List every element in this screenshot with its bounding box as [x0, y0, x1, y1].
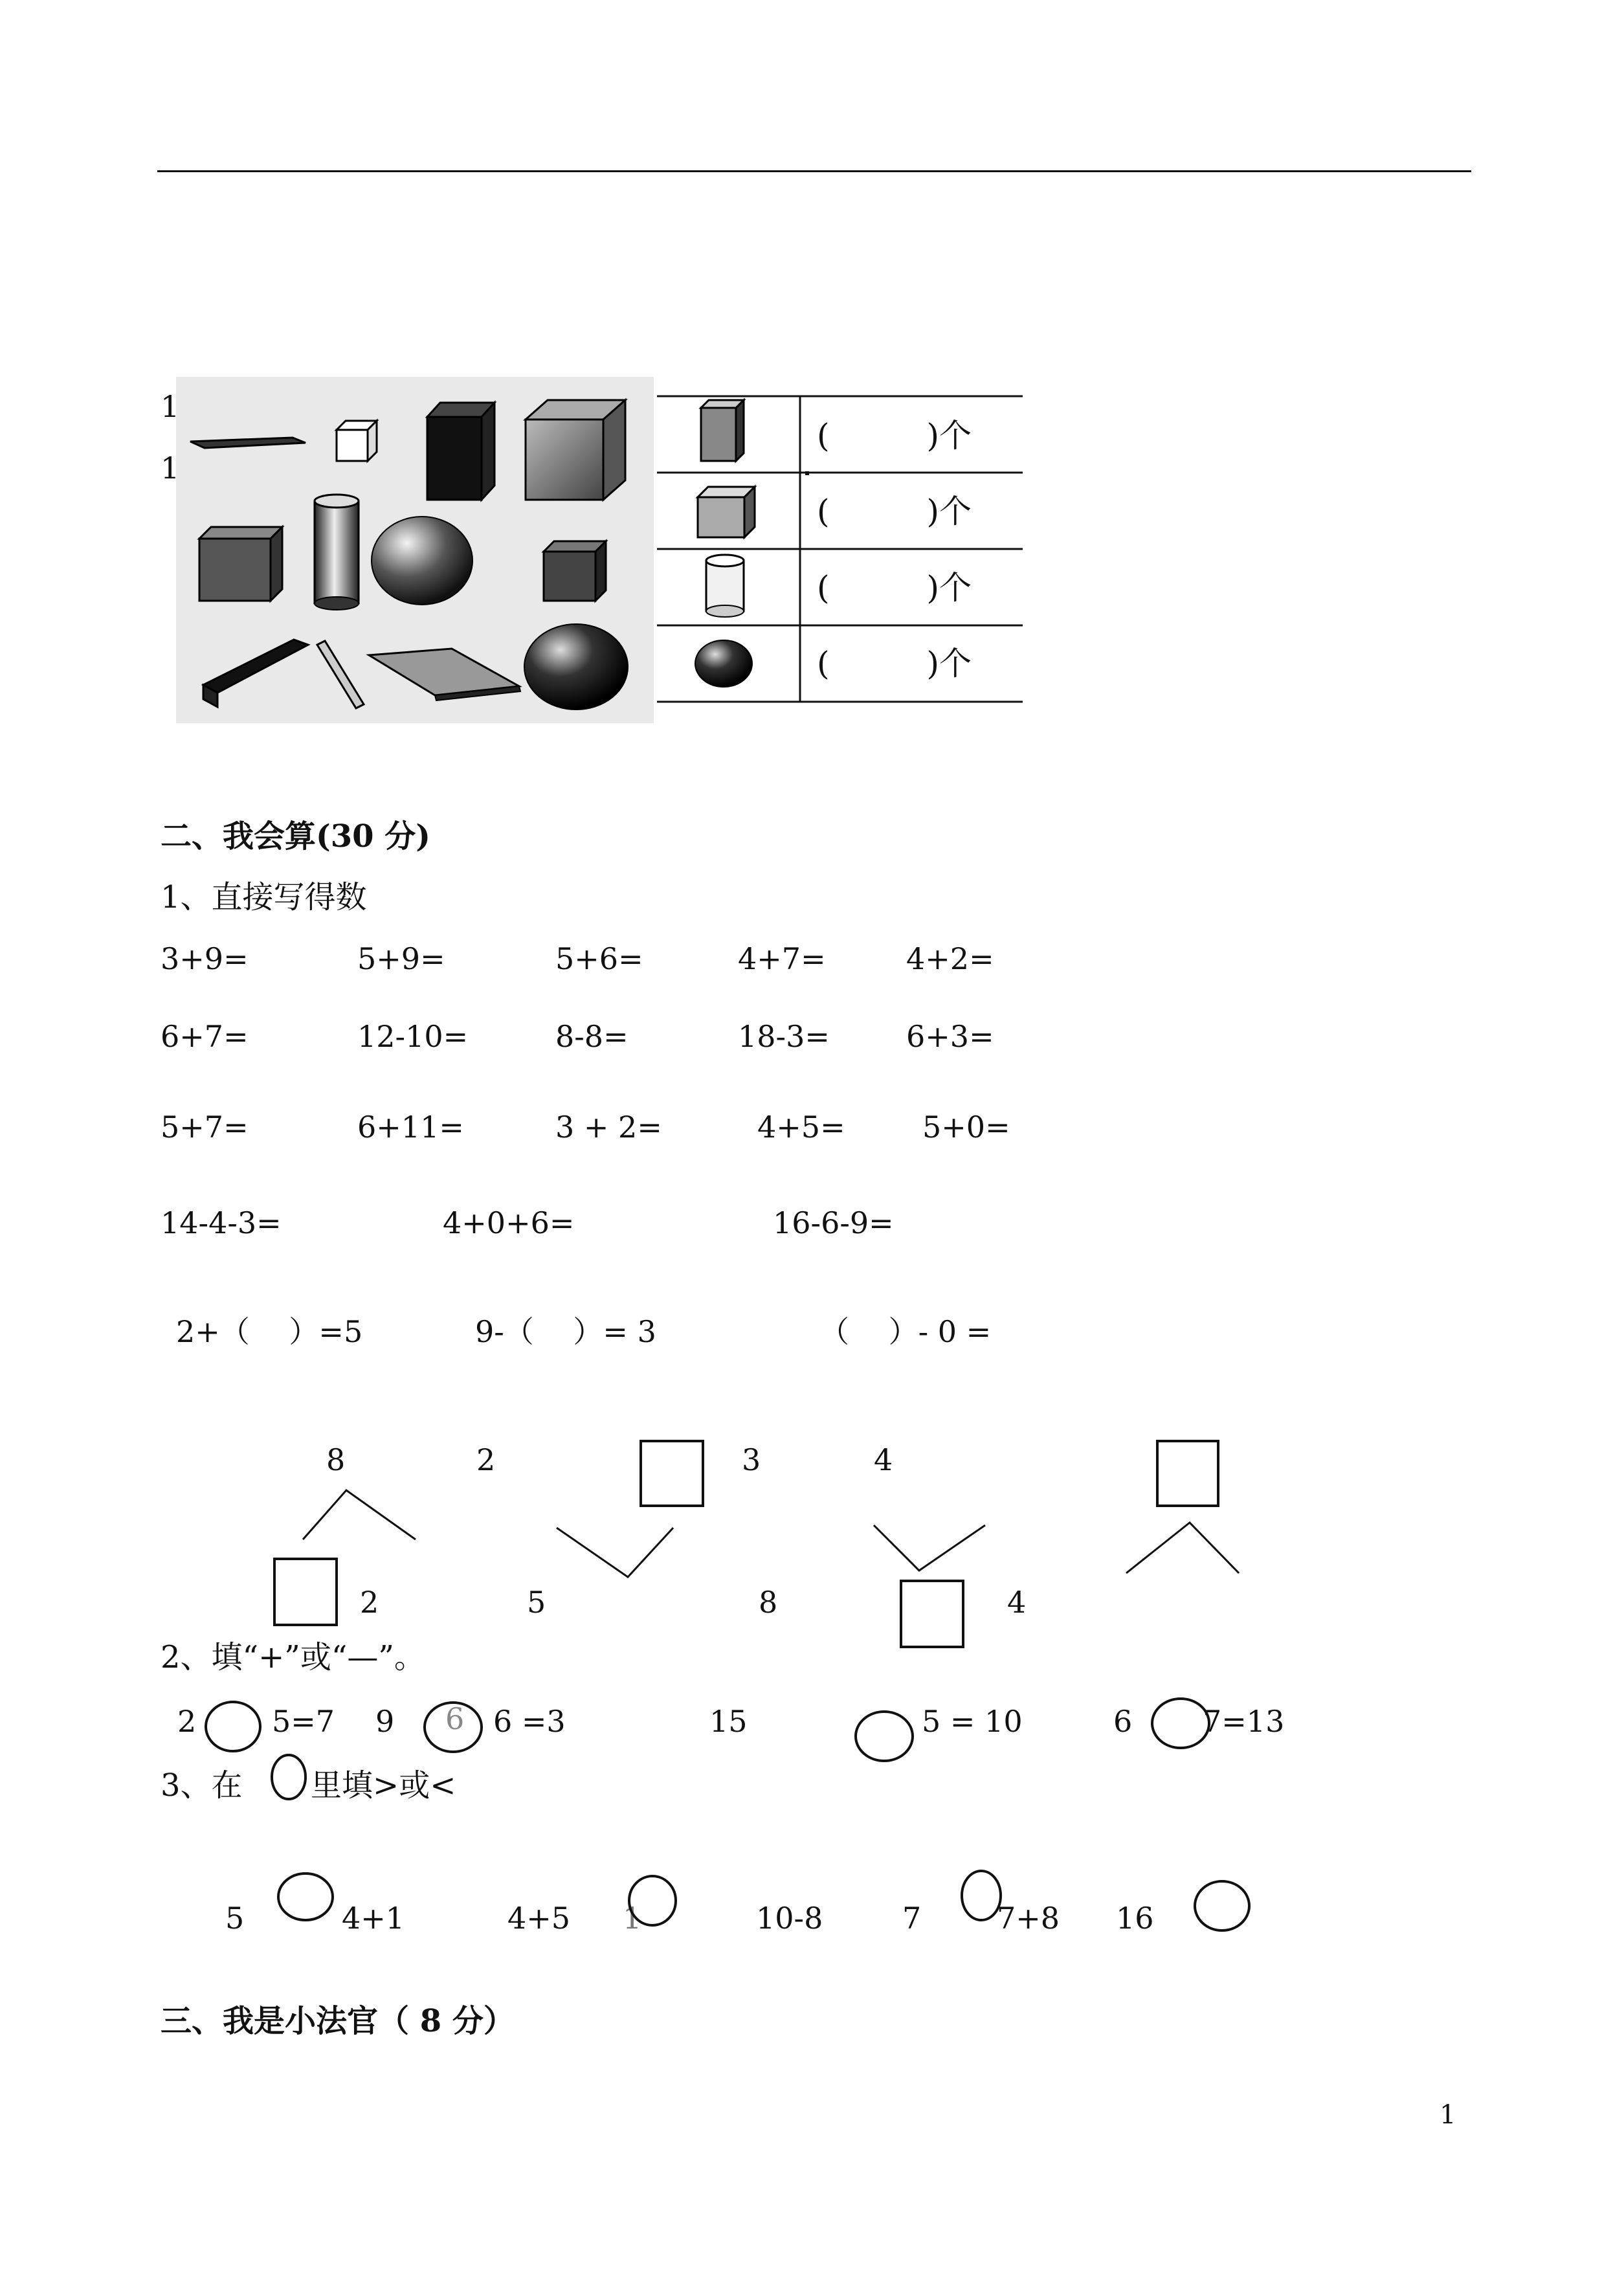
- tree-bottom-number: 8: [759, 1585, 778, 1620]
- calc-item: 12-10=: [357, 1019, 469, 1054]
- q3-term: 7+8: [997, 1901, 1060, 1936]
- answer-box: [1157, 1441, 1218, 1506]
- sphere-icon: [695, 640, 752, 687]
- shapes-figure: [176, 377, 654, 723]
- tree-top-number: 3: [742, 1442, 761, 1477]
- board-shape: [190, 438, 306, 448]
- q2-term: 5 = 10: [922, 1704, 1023, 1739]
- calc-item: 16-6-9=: [773, 1205, 894, 1240]
- calc-item: 4+5=: [757, 1110, 845, 1145]
- answer-box: [274, 1559, 337, 1625]
- cuboid-icon: [701, 400, 744, 461]
- q1-title: 1、直接写得数: [161, 879, 367, 915]
- answer-circle: [962, 1871, 1001, 1920]
- calc-item: 3+9=: [161, 941, 249, 976]
- calc-item: 5+9=: [357, 941, 445, 976]
- calc-item: 6+11=: [357, 1110, 464, 1145]
- q3-term: 4+1: [342, 1901, 405, 1936]
- section2-title: 二、我会算(30 分): [161, 818, 430, 855]
- calc-item: 4+0+6=: [443, 1205, 575, 1240]
- answer-circle: [1152, 1699, 1209, 1748]
- count-blank-cuboid[interactable]: ( )个: [817, 417, 972, 454]
- tree-bottom-number: 4: [1007, 1585, 1027, 1620]
- answer-box: [641, 1441, 703, 1506]
- tree-top-number: 8: [326, 1442, 346, 1477]
- calc-item: 4+2=: [906, 941, 994, 976]
- q2-term: 15: [709, 1704, 748, 1739]
- stray-mark-2: 1: [161, 451, 180, 486]
- calc-item: 5+0=: [922, 1110, 1010, 1145]
- answer-circle: [856, 1712, 913, 1761]
- cylinder-icon: [706, 555, 744, 617]
- section3-title: 三、我是小法官（ 8 分）: [161, 2003, 515, 2039]
- fill-blank-item[interactable]: （ ）- 0 =: [819, 1314, 992, 1349]
- answer-circle: [1195, 1881, 1249, 1930]
- fill-blank-item[interactable]: 9-（ ）= 3: [475, 1314, 656, 1349]
- q2-term: 6 =3: [493, 1704, 566, 1739]
- q3-term: 5: [225, 1901, 245, 1936]
- table-dot: [805, 471, 809, 475]
- q3-title-pre: 3、在: [161, 1767, 243, 1804]
- q2-term: 9: [375, 1704, 395, 1739]
- tree-top-number: 2: [476, 1442, 496, 1477]
- q3-term: 7: [902, 1901, 922, 1936]
- q3-term: 4+5: [507, 1901, 571, 1936]
- q3-term: 16: [1116, 1901, 1154, 1936]
- tree-bottom-number: 2: [360, 1585, 379, 1620]
- cube-icon: [698, 487, 755, 537]
- tree-bottom-number: 5: [527, 1585, 546, 1620]
- page-number: 1: [1440, 2100, 1456, 2130]
- calc-item: 14-4-3=: [161, 1205, 282, 1240]
- calc-item: 4+7=: [738, 941, 826, 976]
- answer-box: [901, 1581, 963, 1647]
- calc-item: 5+6=: [555, 941, 643, 976]
- stray-mark-1: 1: [161, 389, 180, 424]
- count-blank-sphere[interactable]: ( )个: [817, 645, 972, 682]
- q2-term: 6: [1113, 1704, 1133, 1739]
- calc-item: 3 + 2=: [555, 1110, 662, 1145]
- q3-term: 10-8: [756, 1901, 823, 1936]
- q3-title-post: 里填>或<: [311, 1767, 456, 1804]
- answer-circle: [272, 1755, 306, 1799]
- q2-title: 2、填“+”或“—”。: [161, 1639, 425, 1675]
- count-blank-cylinder[interactable]: ( )个: [817, 569, 972, 607]
- q2-term: 6: [445, 1701, 465, 1736]
- answer-circle: [206, 1702, 260, 1751]
- calc-item: 6+7=: [161, 1019, 249, 1054]
- header-rule: [157, 170, 1471, 172]
- q2-term: 2: [177, 1704, 197, 1739]
- q2-term: 5=7: [272, 1704, 335, 1739]
- count-blank-cube[interactable]: ( )个: [817, 493, 972, 530]
- shapes-drawing: [176, 377, 654, 723]
- calc-item: 6+3=: [906, 1019, 994, 1054]
- fill-blank-item[interactable]: 2+（ ）=5: [176, 1314, 363, 1349]
- calc-item: 8-8=: [555, 1019, 628, 1054]
- calc-item: 18-3=: [738, 1019, 830, 1054]
- q3-term: 1: [623, 1901, 642, 1936]
- q2-term: 7=13: [1203, 1704, 1285, 1739]
- tree-top-number: 4: [874, 1442, 893, 1477]
- calc-item: 5+7=: [161, 1110, 249, 1145]
- answer-circle: [278, 1874, 333, 1920]
